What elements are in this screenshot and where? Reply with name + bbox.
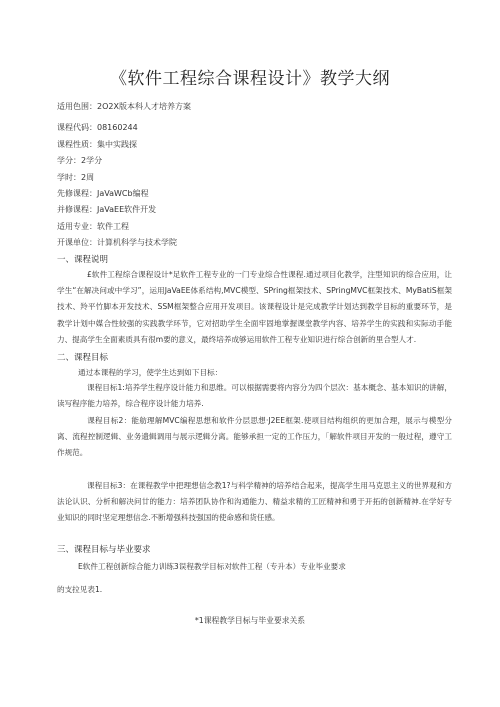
section-heading-goals-requirements: 三、课程目标与毕业要求: [57, 545, 151, 555]
requirements-line-2: 的支拉见表1.: [57, 585, 103, 594]
requirements-line-1: E软件工程创新综合能力训练3误程教学目标对软件工程（专升本）专业毕业要求: [78, 562, 346, 571]
document-title: 《软件工程综合课程设计》教学大纲: [110, 69, 390, 89]
goal-3-text: 课程目标3：在课程教学中把理想信念教1?与科学精神的培养结合起来，提高学生用马克思主义的世界观和方法论认识、分析和解决问廿的能力：培养团队协作和沟通能力、精益求精的工匠精神和勇于开拓的创新精神.在学好专业知识的同时坚定理想信念.不断增强科技强国的使命感和货任感。: [57, 481, 452, 523]
goals-intro: 通过本课程的学习，使学生达到如下目标：: [78, 368, 223, 377]
section-heading-course-goals: 二、课程目标: [57, 353, 109, 363]
meta-hours: 学时：2周: [57, 173, 95, 182]
meta-course-nature: 课程性质：集中实践探: [57, 140, 137, 149]
section-heading-course-description: 一、课程说明: [57, 255, 109, 265]
meta-major: 适用专业：软件工程: [57, 222, 129, 231]
meta-course-code: 课程代码：08160244: [57, 123, 138, 132]
section-course-description-text: £软件工程综合课程设计*足软件工程专业的一门专业综合性课程.通过项目化教学，注型知识的综合应用，让学生“在解决问或中学习”，运用JaVaEE体系结构,MVC模型、SPring框架技术、SPringMVC框架技术、MyBatiS框架技术、羚平竹脚本开发技术、SSM框架整合应用开发项目。该课程设计是完成教学计划达到教学目标的重要环节，是教学计划中媒合性较强的实践教学环节，它对招助学生全面牢固地掌握课堂教学内容、培养学生的实践和实际动手能力、提高学生全面素质具有很m要的意义，最终培养成够运用软件工程专业知识进行综合创新的里合型人才.: [57, 270, 452, 344]
meta-corequisite: 并修课程：JaVaEE软件开发: [57, 205, 157, 214]
meta-credits: 学分：2学分: [57, 156, 103, 165]
table-caption: *1课程教学目标与毕业要求关系: [194, 616, 306, 625]
meta-department: 开课单位：计算机科学与技术学院: [57, 238, 177, 247]
goal-1-text: 课程目标1:培养学生程序设计能力和思维。可以根据需要将内容分为四个层次：基本概念、基本知识的讲解，读写程序能力培养，综合程序设计能力培养.: [57, 383, 452, 409]
goal-2-text: 课程目标2：能舫理解MVC编程思想和软件分层思想·J2EE框架.使项目结构组织的更加合理，展示与模型分离、流程控制逻辑、业务遗辑调用与展示逻辑分离。能够承担一定的工作压力，「解软件项目开发的一般过程，遵守工作规范。: [57, 416, 452, 458]
meta-prerequisite: 先修课程：JaVaWCb编程: [57, 189, 149, 198]
meta-scope: 适用色围：2O2X版本科人才培养方案: [57, 102, 191, 111]
